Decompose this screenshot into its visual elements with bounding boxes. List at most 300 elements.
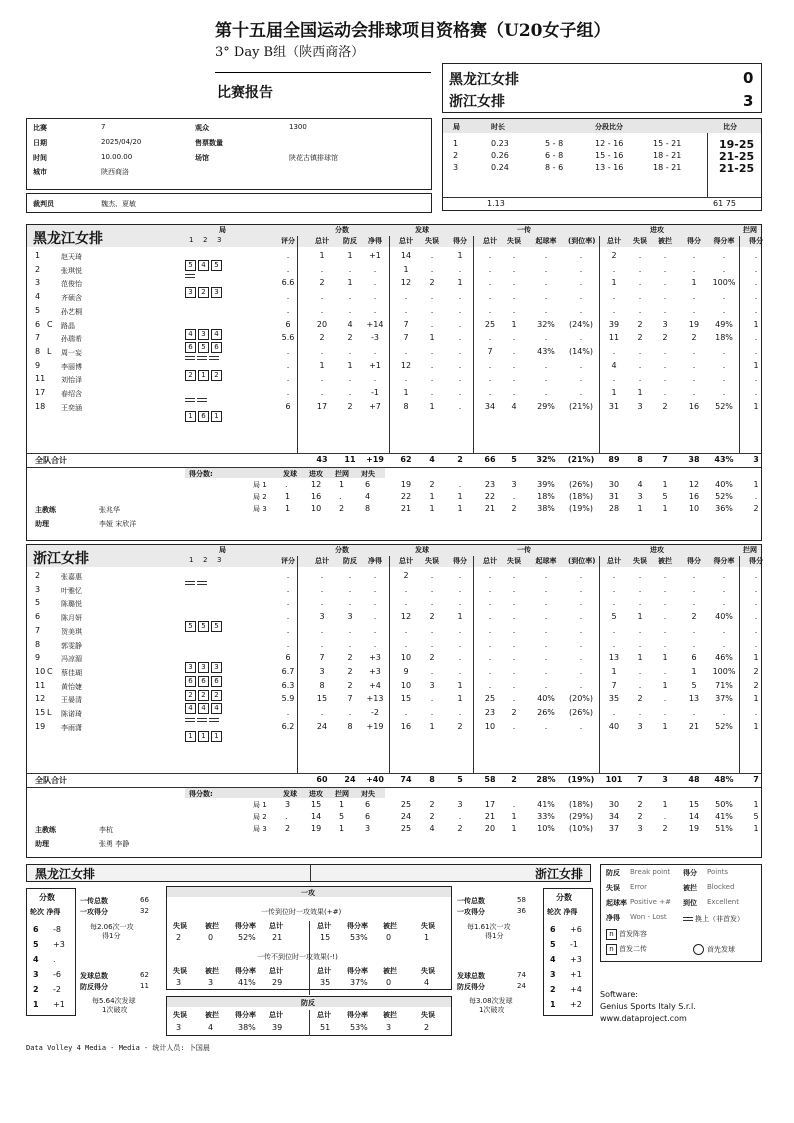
set-stats-s_err: 2 xyxy=(429,800,435,809)
player-set-position: 5 xyxy=(198,621,209,632)
player-name: 陈诺琦 xyxy=(61,710,82,718)
player-a_blo: . xyxy=(663,251,667,260)
player-wl: . xyxy=(373,598,377,608)
player-r_err: . xyxy=(512,571,516,580)
player-a_err: . xyxy=(638,374,642,384)
legend-sub xyxy=(683,914,744,924)
player-a_pct: 37% xyxy=(715,694,733,704)
player-vote: . xyxy=(286,388,290,397)
set-stats-attack-val: 14 xyxy=(311,812,322,821)
home-att-value: 32 xyxy=(140,907,149,915)
set-number: 1 xyxy=(453,139,459,148)
set-duration: 0.23 xyxy=(491,139,509,148)
software-name: Genius Sports Italy S.r.l. xyxy=(600,1002,696,1011)
player-number: 4 xyxy=(35,292,41,302)
player-name: 李雨潇 xyxy=(61,723,82,732)
player-r_exc: (26%) xyxy=(568,708,594,717)
center-value: 0 xyxy=(386,933,392,942)
player-r_pos: . xyxy=(544,374,548,384)
player-set-position: 1 xyxy=(185,411,196,422)
set-stats-r_err: . xyxy=(512,800,516,809)
set-stats-s_pts: 1 xyxy=(457,504,463,513)
set-stats-opp-val: 3 xyxy=(365,824,371,833)
player-set-position: 5 xyxy=(198,342,209,353)
player-a_err: 3 xyxy=(637,401,643,411)
set-stats-block: 拦网 xyxy=(335,470,349,478)
set-stats-r_pos: 33% xyxy=(537,812,555,821)
serve-group-title: 发球 xyxy=(415,226,429,234)
player-r_tot: 34 xyxy=(484,401,496,411)
player-set-position xyxy=(185,581,195,585)
center-value: 38% xyxy=(238,1023,256,1032)
team-name: 浙江女排 xyxy=(33,551,89,567)
col-header-bp: 防反 xyxy=(343,557,357,565)
player-a_tot: . xyxy=(612,598,616,608)
totals-bp: 24 xyxy=(344,775,356,784)
player-set-position: 1 xyxy=(198,370,209,381)
legend-zh: 失误 xyxy=(606,884,620,892)
totals-a_pct: 43% xyxy=(714,455,734,464)
player-a_tot: 13 xyxy=(608,653,620,663)
set-stats-a_tot: 31 xyxy=(608,492,620,501)
breakpoint-center-box xyxy=(166,996,452,1036)
player-wl: . xyxy=(373,292,377,302)
player-set-position xyxy=(185,274,195,278)
center-value: 2 xyxy=(424,1023,430,1032)
player-tot: 20 xyxy=(316,319,328,329)
player-wl: . xyxy=(373,305,377,315)
center-col-header: 失误 xyxy=(421,922,435,930)
player-r_pos: . xyxy=(544,292,548,302)
player-a_tot: 2 xyxy=(611,251,617,260)
info-time-value: 10.00.00 xyxy=(101,153,133,161)
away-sideout-value: 58 xyxy=(517,896,526,904)
player-b_pts: . xyxy=(754,374,758,384)
player-name: 蔡佳瑚 xyxy=(61,668,82,677)
player-r_exc: . xyxy=(579,388,583,397)
player-r_tot: . xyxy=(488,374,492,384)
player-a_blo: . xyxy=(663,708,667,717)
col-separator xyxy=(739,236,740,454)
player-tot: 2 xyxy=(319,333,325,343)
player-a_pts: . xyxy=(692,625,696,635)
player-set-position: 4 xyxy=(185,329,196,340)
player-set-position: 1 xyxy=(211,411,222,422)
player-r_exc: . xyxy=(579,292,583,302)
player-r_err: . xyxy=(512,680,516,690)
center-title1: 一攻 xyxy=(301,889,315,897)
set-stats-block-val: . xyxy=(339,492,342,501)
player-a_pct: . xyxy=(722,584,726,594)
set-score: 21-25 xyxy=(719,162,755,175)
set-stats-opp-val: 6 xyxy=(365,480,371,489)
totals-wl: +40 xyxy=(366,775,384,784)
set-stats-serve-val: 1 xyxy=(285,492,291,501)
player-s_tot: 2 xyxy=(403,571,409,580)
home-note4: 1次破攻 xyxy=(102,1006,128,1014)
player-a_pts: . xyxy=(692,598,696,608)
player-a_blo: . xyxy=(663,264,667,274)
set-stats-attack-val: 12 xyxy=(311,480,322,489)
player-a_err: . xyxy=(638,639,642,649)
player-a_pts: . xyxy=(692,292,696,302)
home-rotation-title: 分数 xyxy=(39,893,55,902)
totals-bp: 11 xyxy=(344,455,356,464)
player-number: 17 xyxy=(35,388,46,397)
set-stats-s_tot: 25 xyxy=(400,824,412,833)
legend-en: Won - Lost xyxy=(630,913,667,921)
set-stats-a_pts: 12 xyxy=(688,480,700,489)
player-set-position: 4 xyxy=(198,703,209,714)
set-stats-opp: 对失 xyxy=(361,790,375,798)
col-header-vote: 评分 xyxy=(281,237,295,245)
player-set-position: 6 xyxy=(185,676,196,687)
player-r_pos: . xyxy=(544,598,548,608)
player-s_err: 1 xyxy=(429,401,435,411)
set-number: 2 xyxy=(453,151,459,160)
player-tot: . xyxy=(320,708,324,717)
player-number: 6 xyxy=(35,612,41,622)
col-header-a_tot: 总计 xyxy=(607,557,621,565)
totals-label: 全队合计 xyxy=(35,776,67,785)
player-tot: 1 xyxy=(319,251,325,260)
set-stats-a_pct: 41% xyxy=(715,812,733,821)
sets-header-duration: 时长 xyxy=(491,123,505,131)
set-stats-a_tot: 30 xyxy=(608,480,620,489)
player-number: 18 xyxy=(35,401,46,411)
coach-label: 主教练 xyxy=(35,826,56,834)
totals-r_err: 2 xyxy=(511,775,517,784)
player-set-position: 3 xyxy=(198,662,209,673)
player-set-position: 2 xyxy=(185,370,196,381)
col-header-r_err: 失误 xyxy=(507,237,521,245)
player-set-position xyxy=(197,581,207,585)
player-set-position: 5 xyxy=(211,260,222,271)
player-r_err: . xyxy=(512,278,516,288)
player-set-position: 3 xyxy=(198,329,209,340)
player-tot: 2 xyxy=(319,278,325,288)
player-a_pct: 49% xyxy=(715,319,733,329)
player-r_pos: . xyxy=(544,333,548,343)
set-stats-attack-val: 15 xyxy=(311,800,322,809)
legend-zh: 防反 xyxy=(606,869,620,877)
player-b_pts: 1 xyxy=(753,360,759,370)
info-city-label: 城市 xyxy=(33,168,47,176)
player-r_err: . xyxy=(512,639,516,649)
totals-s_err: 4 xyxy=(429,455,435,464)
player-vote: . xyxy=(286,598,290,608)
player-number: 6 xyxy=(35,319,41,329)
totals-a_pct: 48% xyxy=(714,775,734,784)
set-stats-attack: 进攻 xyxy=(309,470,323,478)
player-a_pts: 19 xyxy=(688,319,700,329)
player-wl: -3 xyxy=(371,333,379,343)
player-r_tot: . xyxy=(488,639,492,649)
player-r_pos: . xyxy=(544,305,548,315)
set-stats-s_pts: . xyxy=(458,812,462,821)
legend-en: Points xyxy=(707,868,729,876)
set-stats-s_err: 2 xyxy=(429,812,435,821)
set-stats-set: 局 2 xyxy=(253,493,267,501)
player-s_tot: . xyxy=(404,708,408,717)
totals-rule xyxy=(27,453,761,454)
set-num-1: 1 xyxy=(189,556,194,564)
rotation-net: -2 xyxy=(53,985,61,994)
player-a_blo: 2 xyxy=(662,333,668,343)
sets-table xyxy=(442,118,762,211)
player-s_err: . xyxy=(430,708,434,717)
set-stats-r_tot: 20 xyxy=(484,824,496,833)
home-serve-value: 62 xyxy=(140,971,149,979)
rotation-net: . xyxy=(53,955,56,964)
player-s_pts: . xyxy=(458,401,462,411)
player-r_exc: . xyxy=(579,680,583,690)
set-stats-s_tot: 21 xyxy=(400,504,412,513)
player-a_err: . xyxy=(638,305,642,315)
player-name: 陈璐悦 xyxy=(61,600,82,609)
player-r_exc: . xyxy=(579,666,583,676)
rotation-net: +3 xyxy=(53,940,65,949)
center-value: 0 xyxy=(208,933,214,942)
player-a_pct: . xyxy=(722,360,726,370)
center-value: 15 xyxy=(320,933,331,942)
set-stats-set: 局 1 xyxy=(253,481,267,489)
block-group-title: 拦网 xyxy=(743,546,757,554)
col-header-a_err: 失误 xyxy=(633,557,647,565)
player-wl: +14 xyxy=(366,319,384,329)
set-stats-a_err: 2 xyxy=(637,800,643,809)
info-income-label: 售票数量 xyxy=(195,139,223,147)
player-r_exc: . xyxy=(579,639,583,649)
player-set-position: 6 xyxy=(198,676,209,687)
col-header-r_tot: 总计 xyxy=(483,237,497,245)
player-r_pos: . xyxy=(544,584,548,594)
player-s_pts: . xyxy=(458,360,462,370)
player-a_pts: . xyxy=(692,584,696,594)
player-s_err: 2 xyxy=(429,612,435,622)
player-r_tot: . xyxy=(488,264,492,274)
player-r_pos: . xyxy=(544,666,548,676)
player-tot: . xyxy=(320,388,324,397)
assistant-names: 李娅 宋欣洋 xyxy=(99,520,137,528)
info-match-label: 比赛 xyxy=(33,124,47,132)
col-header-b_pts: 得分 xyxy=(749,237,763,245)
player-a_err: . xyxy=(638,360,642,370)
player-r_pos: 29% xyxy=(537,401,555,411)
player-b_pts: . xyxy=(754,278,758,288)
set-stats-r_tot: 23 xyxy=(484,480,496,489)
player-bp: . xyxy=(348,346,352,356)
player-number: 12 xyxy=(35,694,46,704)
center-value: 4 xyxy=(424,978,430,987)
player-bp: 4 xyxy=(347,319,353,329)
player-r_err: . xyxy=(512,721,516,731)
center-value: 3 xyxy=(176,1023,182,1032)
player-name: 路晶 xyxy=(61,321,75,330)
player-a_tot: . xyxy=(612,625,616,635)
player-number: 1 xyxy=(35,251,41,260)
player-s_err: . xyxy=(430,374,434,384)
set-stats-serve: 发球 xyxy=(283,790,297,798)
player-a_tot: . xyxy=(612,708,616,717)
assistant-label: 助理 xyxy=(35,840,49,848)
player-r_exc: . xyxy=(579,305,583,315)
player-wl: . xyxy=(373,639,377,649)
set-stats-s_err: 1 xyxy=(429,492,435,501)
center-value: 3 xyxy=(386,1023,392,1032)
set-stats-a_pts: 19 xyxy=(688,824,700,833)
set-stats-block: 拦网 xyxy=(335,790,349,798)
away-note2: 得1分 xyxy=(485,932,504,940)
set-stats-s_pts: . xyxy=(458,480,462,489)
center-col-header: 得分率 xyxy=(347,1011,368,1019)
set-stats-a_err: 4 xyxy=(637,480,643,489)
player-s_err: . xyxy=(430,319,434,329)
info-match-value: 7 xyxy=(101,123,106,131)
player-r_err: . xyxy=(512,653,516,663)
player-a_blo: . xyxy=(663,388,667,397)
player-a_tot: . xyxy=(612,374,616,384)
player-set-position: 3 xyxy=(185,287,196,298)
player-r_err: . xyxy=(512,346,516,356)
set-stats-b_pts: . xyxy=(754,492,758,501)
player-a_tot: . xyxy=(612,571,616,580)
player-r_err: . xyxy=(512,584,516,594)
player-r_err: . xyxy=(512,333,516,343)
player-b_pts: 2 xyxy=(753,680,759,690)
set-stats-set: 局 2 xyxy=(253,813,267,821)
player-wl: +19 xyxy=(366,721,384,731)
player-r_pos: . xyxy=(544,571,548,580)
player-r_exc: . xyxy=(579,653,583,663)
player-a_blo: 3 xyxy=(662,319,668,329)
away-att-value: 36 xyxy=(517,907,526,915)
score-away-sets: 3 xyxy=(743,92,754,110)
player-bp: 2 xyxy=(347,666,353,676)
center-col-header: 得分率 xyxy=(347,922,368,930)
col-header-s_err: 失误 xyxy=(425,557,439,565)
legend-zh: 起球率 xyxy=(606,899,627,907)
player-b_pts: 1 xyxy=(753,653,759,663)
col-header-a_err: 失误 xyxy=(633,237,647,245)
player-r_err: 4 xyxy=(511,401,517,411)
player-sets xyxy=(185,572,209,591)
coach-label: 主教练 xyxy=(35,506,56,514)
player-a_pts: 13 xyxy=(688,694,700,704)
center-col-header: 失误 xyxy=(173,1011,187,1019)
player-s_pts: . xyxy=(458,292,462,302)
legend-serve-first-label: 首先发球 xyxy=(707,945,735,954)
player-a_tot: . xyxy=(612,584,616,594)
player-r_exc: (20%) xyxy=(568,694,594,704)
totals-s_pts: 2 xyxy=(457,455,463,464)
away-att-label: 一攻得分 xyxy=(457,908,485,916)
home-serve-label: 发球总数 xyxy=(80,972,108,980)
player-r_exc: . xyxy=(579,612,583,622)
col-header-vote: 评分 xyxy=(281,557,295,565)
player-wl: +1 xyxy=(369,360,381,370)
player-r_pos: . xyxy=(544,612,548,622)
rotation-number: 5 xyxy=(550,940,556,949)
set-stats-opp-val: 6 xyxy=(365,800,371,809)
player-vote: . xyxy=(286,625,290,635)
legend-en: Break point xyxy=(630,868,671,876)
player-tot: 15 xyxy=(316,694,328,704)
player-b_pts: . xyxy=(754,625,758,635)
center-sub1: 一传到位时一攻效果(+#) xyxy=(261,908,342,916)
col-header-a_pct: 得分率 xyxy=(713,237,735,245)
player-number: 5 xyxy=(35,305,41,315)
player-vote: . xyxy=(286,571,290,580)
player-a_tot: . xyxy=(612,264,616,274)
player-r_tot: . xyxy=(488,680,492,690)
col-header-bp: 防反 xyxy=(343,237,357,245)
player-a_pts: . xyxy=(692,571,696,580)
player-r_tot: . xyxy=(488,571,492,580)
player-a_err: . xyxy=(638,625,642,635)
player-a_tot: 1 xyxy=(611,278,617,288)
player-vote: 5.6 xyxy=(281,333,295,343)
score-home-name: 黑龙江女排 xyxy=(449,72,519,88)
player-s_err: . xyxy=(430,264,434,274)
player-tot: . xyxy=(320,598,324,608)
player-s_pts: . xyxy=(458,305,462,315)
player-tot: . xyxy=(320,264,324,274)
center-value: 0 xyxy=(386,978,392,987)
set-stats-b_pts: 5 xyxy=(753,812,759,821)
center-col-header: 被拦 xyxy=(383,1011,397,1019)
rotation-net: -1 xyxy=(570,940,578,949)
software-url[interactable]: www.dataproject.com xyxy=(600,1014,687,1023)
player-r_exc: . xyxy=(579,571,583,580)
coach-name: 张兆华 xyxy=(99,506,120,514)
totals-a_blo: 3 xyxy=(662,775,668,784)
player-r_pos: 32% xyxy=(537,319,555,329)
player-bp: 2 xyxy=(347,401,353,411)
legend-first: n 首发阵容 xyxy=(606,929,647,940)
player-set-position: 6 xyxy=(211,676,222,687)
totals-tot: 60 xyxy=(316,775,328,784)
info-spectators-label: 观众 xyxy=(195,124,209,132)
rotation-net: +4 xyxy=(570,985,582,994)
player-set-position: 5 xyxy=(185,621,196,632)
sets-total-score: 61 75 xyxy=(713,199,736,208)
set-stats-r_pos: 10% xyxy=(537,824,555,833)
player-s_err: . xyxy=(430,388,434,397)
totals-b_pts: 7 xyxy=(753,775,759,784)
col-header-s_pts: 得分 xyxy=(453,557,467,565)
player-a_pts: 6 xyxy=(691,653,697,663)
player-a_err: . xyxy=(638,264,642,274)
player-r_pos: 40% xyxy=(537,694,555,704)
player-a_pts: 5 xyxy=(691,680,697,690)
player-a_pct: . xyxy=(722,251,726,260)
player-set-position xyxy=(209,718,219,722)
set-stats-r_pos: 18% xyxy=(537,492,555,501)
player-r_pos: . xyxy=(544,278,548,288)
col-header-a_pts: 得分 xyxy=(687,237,701,245)
player-bp: 1 xyxy=(347,360,353,370)
player-a_blo: . xyxy=(663,612,667,622)
legend-zh: 到位 xyxy=(683,899,697,907)
player-vote: 6 xyxy=(285,401,291,411)
player-a_err: 1 xyxy=(637,388,643,397)
totals-a_pts: 38 xyxy=(688,455,700,464)
player-set-position: 1 xyxy=(211,731,222,742)
player-b_pts: . xyxy=(754,598,758,608)
player-a_blo: . xyxy=(663,571,667,580)
center-col-header: 得分率 xyxy=(235,1011,256,1019)
